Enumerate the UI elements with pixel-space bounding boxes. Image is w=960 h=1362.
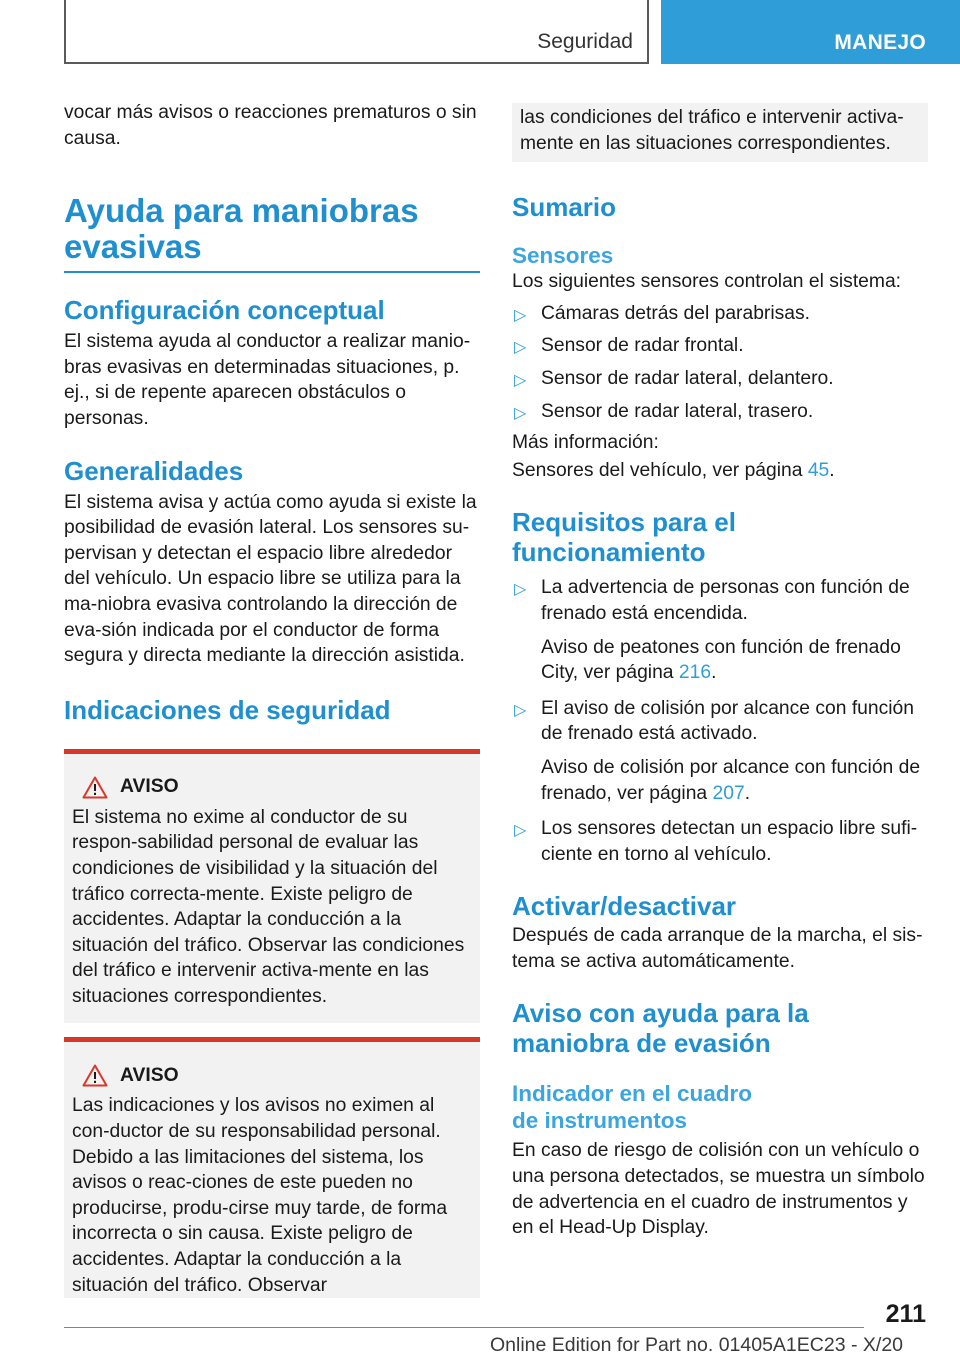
- warning-header: [82, 1064, 472, 1087]
- page-link[interactable]: 207: [712, 782, 745, 804]
- mas-informacion: Más información:: [512, 432, 659, 454]
- warning-header: [82, 776, 472, 799]
- warning-body: Las indicaciones y los avisos no eximen al con-ductor de su responsabilidad personal. Debido a las limitaciones del sistema, los avisos o reac-ciones de este pueden no producirse, produ-cirse muy tarde, de forma incorrecta o sin causa. Existe peligro de accidentes. Adaptar la conducción a la situación del tráfico. Observar: [72, 1095, 448, 1296]
- bullet-triangle-icon: ▷: [514, 371, 527, 389]
- list-item: ▷ Sensor de radar lateral, trasero.: [512, 399, 928, 425]
- section-title-requisitos: Requisitos para el funcionamiento: [512, 507, 736, 568]
- warning-box-2-continued: [512, 103, 928, 162]
- footer-edition-text: Online Edition for Part no. 01405A1EC23 - X/20: [490, 1334, 904, 1356]
- warning-box-2: [64, 1037, 480, 1298]
- list-item: ▷ El aviso de colisión por alcance con función de frenado está activado. Aviso de colisión por alcance con función de frenado, ver página 207.: [512, 696, 928, 806]
- warning-title: AVISO: [120, 776, 179, 798]
- section-label: Seguridad: [537, 30, 633, 53]
- section-title-aviso: Aviso con ayuda para la maniobra de evasión: [512, 998, 809, 1059]
- list-item: ▷ Cámaras detrás del parabrisas.: [512, 301, 928, 327]
- warning-title: AVISO: [120, 1064, 179, 1086]
- requisitos-list: [512, 575, 928, 867]
- section-body-indicador: En caso de riesgo de colisión con un vehículo o una persona detectados, se muestra un símbolo de advertencia en el cuadro de instrumentos y en el Head-Up Display.: [512, 1140, 925, 1239]
- footer-divider: [64, 1327, 864, 1328]
- section-title-activar: Activar/desactivar: [512, 891, 737, 922]
- sensores-intro: Los siguientes sensores controlan el sistema:: [512, 271, 902, 293]
- warning-triangle-icon: [82, 1064, 108, 1087]
- page-link[interactable]: 45: [807, 459, 830, 481]
- intro-text: vocar más avisos o reacciones prematuros o sin causa.: [64, 102, 477, 149]
- subsection-title-sensores: Sensores: [512, 243, 614, 269]
- warning-body-continued: las condiciones del tráfico e intervenir activa-mente en las situaciones correspondientes.: [520, 107, 904, 154]
- chapter-tab[interactable]: [661, 0, 960, 64]
- warning-triangle-icon: [82, 776, 108, 799]
- section-title-sumario: Sumario: [512, 192, 617, 223]
- list-item: ▷ Los sensores detectan un espacio libre sufi-ciente en torno al vehículo.: [514, 818, 918, 865]
- list-item-reference: Aviso de peatones con función de frenado City, ver página 216.: [541, 636, 901, 684]
- page-title-line1: Ayuda para maniobras: [64, 192, 419, 230]
- bullet-triangle-icon: ▷: [514, 339, 527, 357]
- bullet-triangle-icon: ▷: [514, 306, 527, 324]
- subsection-title-indicador: Indicador en el cuadro de instrumentos: [512, 1081, 753, 1134]
- sensores-list: [512, 301, 928, 424]
- warning-box-1: [64, 749, 480, 1024]
- page-number: 211: [885, 1300, 926, 1328]
- section-body-generalidades: El sistema avisa y actúa como ayuda si existe la posibilidad de evasión lateral. Los sensores su-pervisan y detectan el espacio libre alrededor del vehículo. Un espacio libre se utiliza para la ma-niobra evasiva controlando la dirección de eva-sión indicada por el conductor de forma segura y directa mediante la dirección asistida.: [64, 491, 477, 667]
- bullet-triangle-icon: ▷: [514, 404, 527, 422]
- section-title-generalidades: Generalidades: [64, 455, 244, 486]
- header-section-box: [64, 0, 649, 64]
- left-column: [64, 100, 480, 1298]
- sensores-reference: Sensores del vehículo, ver página 45.: [512, 459, 835, 481]
- bullet-triangle-icon: ▷: [514, 822, 527, 840]
- page-title: [64, 193, 480, 273]
- warning-body: El sistema no exime al conductor de su respon-sabilidad personal de evaluar las condiciones de visibilidad y la situación del tráfico correcta-mente. Existe peligro de accidentes. Adaptar la conducción a la situación del tráfico. Observar las condiciones del tráfico e intervenir activa-mente en las situaciones correspondientes.: [72, 806, 465, 1007]
- list-item-reference: Aviso de colisión por alcance con función de frenado, ver página 207.: [541, 756, 921, 804]
- list-item: ▷ La advertencia de personas con función de frenado está encendida. Aviso de peatones con función de frenado City, ver página 216.: [512, 575, 928, 685]
- page-link[interactable]: 216: [678, 662, 712, 684]
- right-column: [512, 103, 928, 1241]
- bullet-triangle-icon: ▷: [514, 581, 527, 599]
- section-body-configuracion: El sistema ayuda al conductor a realizar manio-bras evasivas en determinadas situaciones, p. ej., si de repente aparecen obstáculos o personas.: [64, 331, 471, 429]
- list-item: ▷ Sensor de radar frontal.: [512, 333, 928, 359]
- bullet-triangle-icon: ▷: [514, 701, 527, 719]
- chapter-tab-label: MANEJO: [834, 31, 926, 54]
- page-title-line2: evasivas: [64, 228, 202, 266]
- section-title-seguridad: Indicaciones de seguridad: [64, 694, 391, 725]
- list-item: ▷ Sensor de radar lateral, delantero.: [512, 366, 928, 392]
- section-title-configuracion: Configuración conceptual: [64, 295, 385, 326]
- section-body-activar: Después de cada arranque de la marcha, el sis-tema se activa automáticamente.: [512, 925, 923, 972]
